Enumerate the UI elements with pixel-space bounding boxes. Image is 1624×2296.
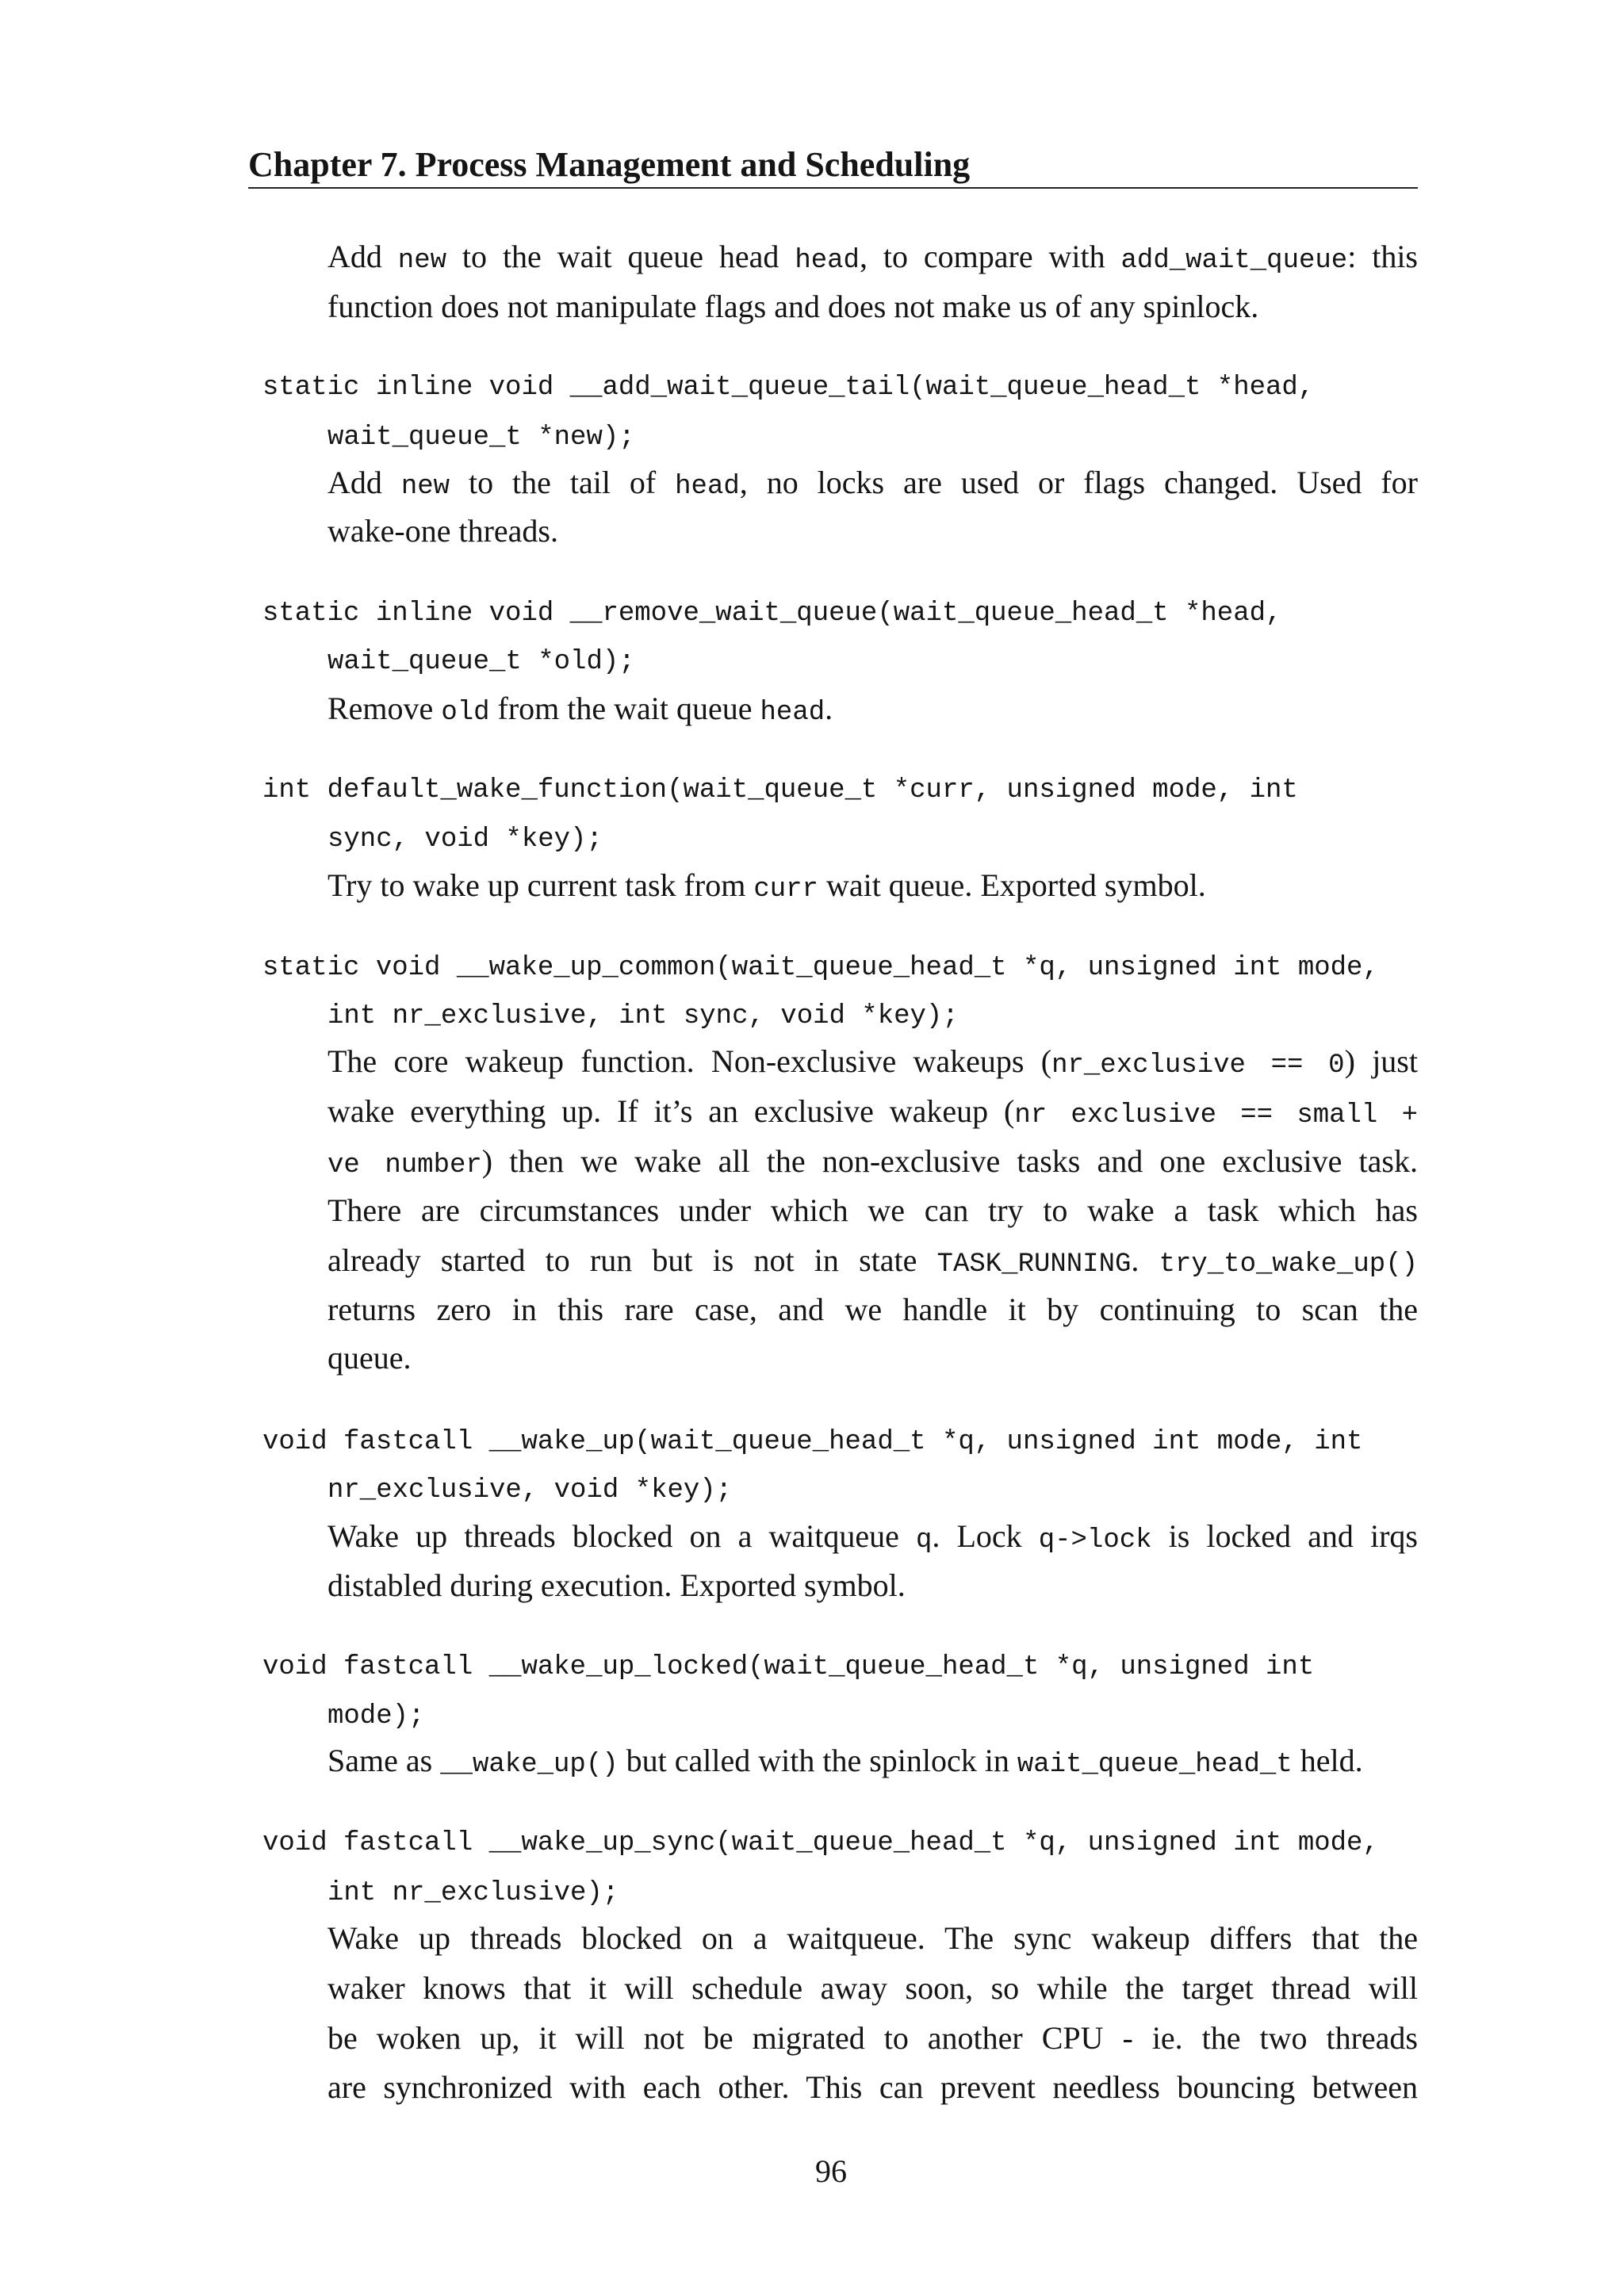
description-line <box>327 1237 1418 1284</box>
body-text: already started to run but is not in state <box>327 1242 937 1278</box>
description-line <box>327 1038 1418 1085</box>
description-line <box>327 1286 1418 1334</box>
body-text: Remove <box>327 691 442 726</box>
description-line <box>327 1562 1418 1609</box>
function-signature-line <box>262 1816 1379 1863</box>
description-line <box>327 1138 1418 1185</box>
function-signature-line <box>262 763 1298 810</box>
description-line <box>327 459 1418 507</box>
description-line <box>327 1513 1418 1560</box>
page-number: 96 <box>815 2153 847 2189</box>
description-line <box>327 1088 1418 1135</box>
function-signature-line <box>327 1866 619 1913</box>
body-text: ) just <box>1344 1043 1418 1079</box>
running-header: Chapter 7. Process Management and Scheduling <box>248 145 971 184</box>
description-line <box>327 507 1418 555</box>
code-text: int nr_exclusive); <box>327 1878 619 1908</box>
code-text: curr <box>753 874 818 905</box>
function-signature-line <box>327 812 603 859</box>
description-line <box>327 862 1418 909</box>
body-text: Wake up threads blocked on a waitqueue. The sync wakeup differs that the <box>327 1920 1418 1956</box>
code-text: add_wait_queue <box>1120 246 1348 276</box>
code-text: ve number <box>327 1150 482 1181</box>
body-text: returns zero in this rare case, and we handle it by continuing to scan the <box>327 1292 1418 1327</box>
code-text: head <box>675 472 740 502</box>
body-text: be woken up, it will not be migrated to another CPU - ie. the two threads <box>327 2020 1418 2056</box>
body-text: waker knows that it will schedule away soon, so while the target thread will <box>327 1970 1418 2006</box>
description-line <box>327 2015 1418 2062</box>
description-line <box>327 1965 1418 2012</box>
body-text: Try to wake up current task from <box>327 867 754 903</box>
function-signature-line <box>262 1414 1362 1462</box>
body-text: distabled during execution. Exported symbol. <box>327 1567 906 1603</box>
code-text: q <box>915 1525 933 1556</box>
code-text: q->lock <box>1038 1525 1152 1556</box>
description-line <box>327 283 1418 331</box>
code-text: static inline void __remove_wait_queue(wait_queue_head_t *head, <box>262 599 1282 629</box>
body-text: queue. <box>327 1340 412 1376</box>
code-text: static void __wake_up_common(wait_queue_head_t *q, unsigned int mode, <box>262 953 1379 983</box>
body-text: . <box>825 691 833 726</box>
body-text: but called with the spinlock in <box>618 1743 1017 1778</box>
body-text: are synchronized with each other. This can prevent needless bouncing between <box>327 2069 1418 2105</box>
function-signature-line <box>262 586 1281 633</box>
code-text: TASK_RUNNING <box>936 1249 1132 1280</box>
code-text: old <box>441 698 490 728</box>
description-line <box>327 1187 1418 1234</box>
code-text: try_to_wake_up() <box>1159 1249 1419 1280</box>
body-text: Wake up threads blocked on a waitqueue <box>327 1518 916 1554</box>
code-text: void fastcall __wake_up_sync(wait_queue_head_t *q, unsigned int mode, <box>262 1828 1379 1858</box>
body-text: . Lock <box>932 1518 1039 1554</box>
function-signature-line <box>327 989 959 1036</box>
description-line <box>327 1737 1418 1785</box>
code-text: void fastcall __wake_up_locked(wait_queue_head_t *q, unsigned int <box>262 1652 1315 1682</box>
body-text: wake everything up. If it’s an exclusive wakeup ( <box>327 1093 1015 1129</box>
body-text: wake-one threads. <box>327 513 558 549</box>
body-text: to the wait queue head <box>446 239 795 274</box>
body-text: ) then we wake all the non-exclusive tasks and one exclusive task. <box>481 1143 1418 1179</box>
code-text: __wake_up() <box>440 1750 619 1780</box>
body-text: Add <box>327 239 398 274</box>
description-line <box>327 1334 1418 1382</box>
code-text: head <box>760 698 825 728</box>
body-text: function does not manipulate flags and does not make us of any spinlock. <box>327 289 1259 324</box>
code-text: nr exclusive == small + <box>1014 1100 1418 1131</box>
body-text: : this <box>1347 239 1419 274</box>
code-text: sync, void *key); <box>327 825 603 855</box>
header-rule <box>248 187 1418 189</box>
body-text: wait queue. Exported symbol. <box>818 867 1206 903</box>
body-text: , no locks are used or flags changed. Used for <box>739 465 1418 500</box>
function-signature-line <box>327 1689 424 1736</box>
description-line <box>327 2064 1418 2111</box>
code-text: new <box>397 246 447 276</box>
function-signature-line <box>262 940 1379 988</box>
code-text: static inline void __add_wait_queue_tail(wait_queue_head_t *head, <box>262 373 1315 403</box>
description-line <box>327 233 1418 281</box>
body-text: There are circumstances under which we can try to wake a task which has <box>327 1192 1418 1228</box>
body-text: . <box>1131 1242 1159 1278</box>
function-signature-line <box>327 1463 732 1510</box>
function-signature-line <box>327 410 635 457</box>
code-text: void fastcall __wake_up(wait_queue_head_t *q, unsigned int mode, int <box>262 1427 1363 1457</box>
code-text: head <box>795 246 860 276</box>
code-text: mode); <box>327 1701 425 1732</box>
code-text: wait_queue_head_t <box>1017 1750 1293 1780</box>
description-line <box>327 685 1418 733</box>
function-signature-line <box>327 634 635 682</box>
description-line <box>327 1915 1418 1962</box>
body-text: Add <box>327 465 401 500</box>
function-signature-line <box>262 1640 1314 1687</box>
code-text: int default_wake_function(wait_queue_t *curr, unsigned mode, int <box>262 775 1298 806</box>
code-text: nr_exclusive == 0 <box>1051 1050 1345 1081</box>
code-text: int nr_exclusive, int sync, void *key); <box>327 1001 959 1031</box>
function-signature-line <box>262 360 1314 408</box>
body-text: , to compare with <box>859 239 1121 274</box>
body-text: from the wait queue <box>489 691 760 726</box>
body-text: Same as <box>327 1743 441 1778</box>
body-text: The core wakeup function. Non-exclusive wakeups ( <box>327 1043 1052 1079</box>
code-text: wait_queue_t *old); <box>327 647 635 677</box>
body-text: to the tail of <box>450 465 676 500</box>
code-text: nr_exclusive, void *key); <box>327 1475 733 1506</box>
code-text: wait_queue_t *new); <box>327 423 635 453</box>
code-text: new <box>400 472 450 502</box>
body-text: is locked and irqs <box>1151 1518 1418 1554</box>
body-text: held. <box>1292 1743 1363 1778</box>
